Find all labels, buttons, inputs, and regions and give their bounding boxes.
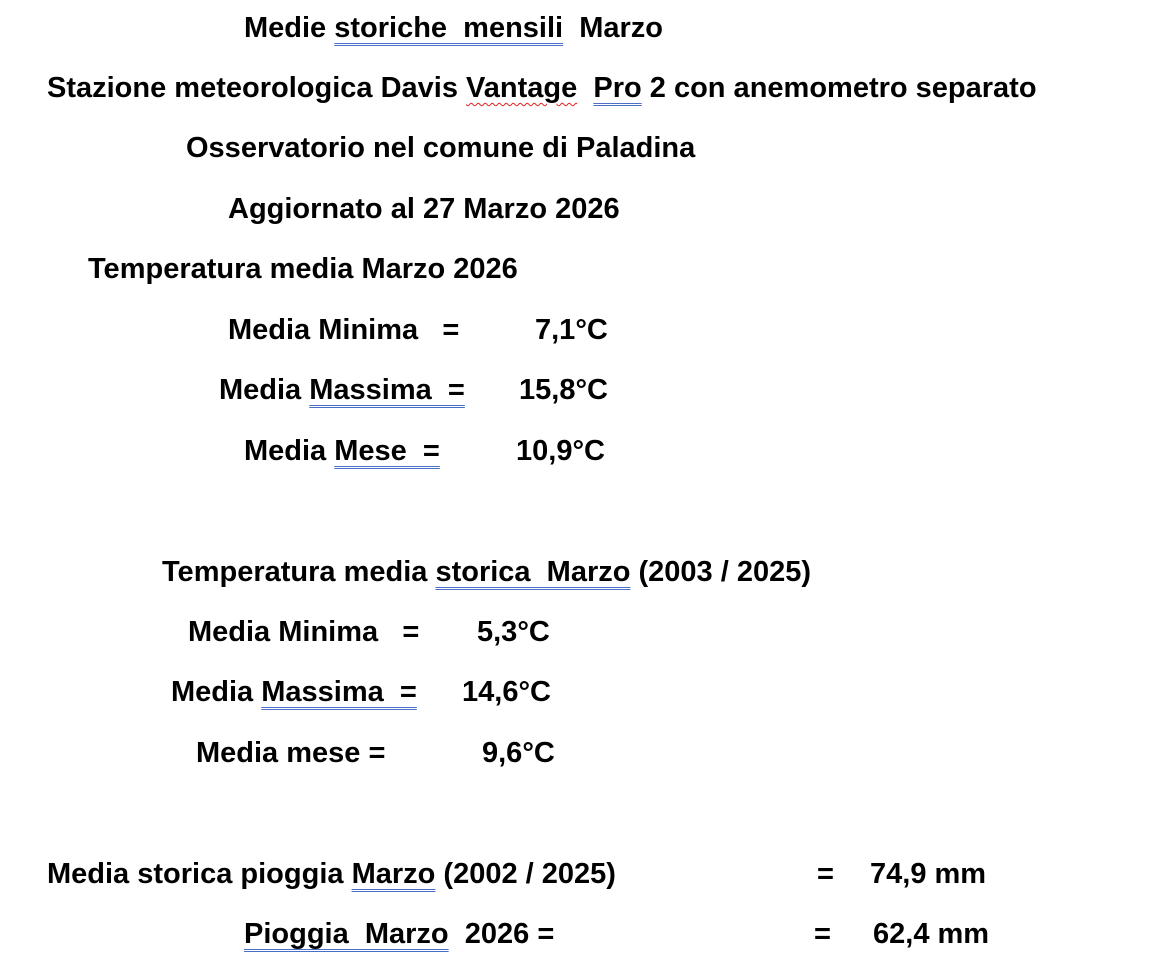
current-max-value: 15,8°C xyxy=(519,374,608,406)
station-part-vantage: Vantage xyxy=(466,72,578,104)
rain-current-label-pioggia-marzo: Pioggia Marzo xyxy=(244,918,449,950)
current-min-value: 7,1°C xyxy=(535,314,608,346)
rain-current-label-year: 2026 = xyxy=(448,918,555,950)
rain-historical-label-part-1: Media storica pioggia xyxy=(47,858,352,890)
station-part-pro: Pro xyxy=(593,72,642,104)
station-part-1: Stazione meteorologica Davis xyxy=(47,72,467,104)
station-line xyxy=(47,70,1037,106)
historical-heading-part-2: storica Marzo xyxy=(435,556,631,588)
historical-temp-heading xyxy=(162,554,811,590)
station-part-rest: 2 con anemometro separato xyxy=(641,72,1037,104)
station-part-space xyxy=(577,72,593,104)
current-max-label-media: Media xyxy=(219,374,310,406)
current-month-label-mese: Mese = xyxy=(334,435,440,467)
rain-current-equals: = xyxy=(814,918,831,950)
rain-historical-equals: = xyxy=(817,858,834,890)
historical-max-label-massima: Massima = xyxy=(261,676,417,708)
current-max-label-massima: Massima = xyxy=(309,374,465,406)
rain-historical-label xyxy=(47,856,616,892)
title-part-marzo: Marzo xyxy=(563,12,664,44)
historical-heading-part-1: Temperatura media xyxy=(162,556,436,588)
historical-min-label: Media Minima = xyxy=(188,616,420,648)
historical-heading-part-3: (2003 / 2025) xyxy=(630,556,812,588)
rain-historical-label-years: (2002 / 2025) xyxy=(435,858,616,890)
title-part-storiche-mensili: storiche mensili xyxy=(334,12,564,44)
historical-max-label-media: Media xyxy=(171,676,262,708)
rain-historical-value: 74,9 mm xyxy=(870,858,987,890)
rain-current-label xyxy=(244,916,554,952)
historical-min-value: 5,3°C xyxy=(477,616,550,648)
historical-max-label xyxy=(171,674,417,710)
title-part-medie: Medie xyxy=(244,12,335,44)
updated-line: Aggiornato al 27 Marzo 2026 xyxy=(228,193,620,225)
current-month-value: 10,9°C xyxy=(516,435,605,467)
historical-max-value: 14,6°C xyxy=(462,676,551,708)
current-temp-heading: Temperatura media Marzo 2026 xyxy=(88,253,518,285)
observatory-line: Osservatorio nel comune di Paladina xyxy=(186,132,696,164)
current-max-label xyxy=(219,372,465,408)
current-min-label: Media Minima = xyxy=(228,314,460,346)
rain-current-value: 62,4 mm xyxy=(873,918,990,950)
current-month-label-media: Media xyxy=(244,435,335,467)
rain-historical-label-marzo: Marzo xyxy=(351,858,436,890)
historical-month-label: Media mese = xyxy=(196,737,386,769)
current-month-label xyxy=(244,433,440,469)
historical-month-value: 9,6°C xyxy=(482,737,555,769)
page-title xyxy=(244,10,663,46)
